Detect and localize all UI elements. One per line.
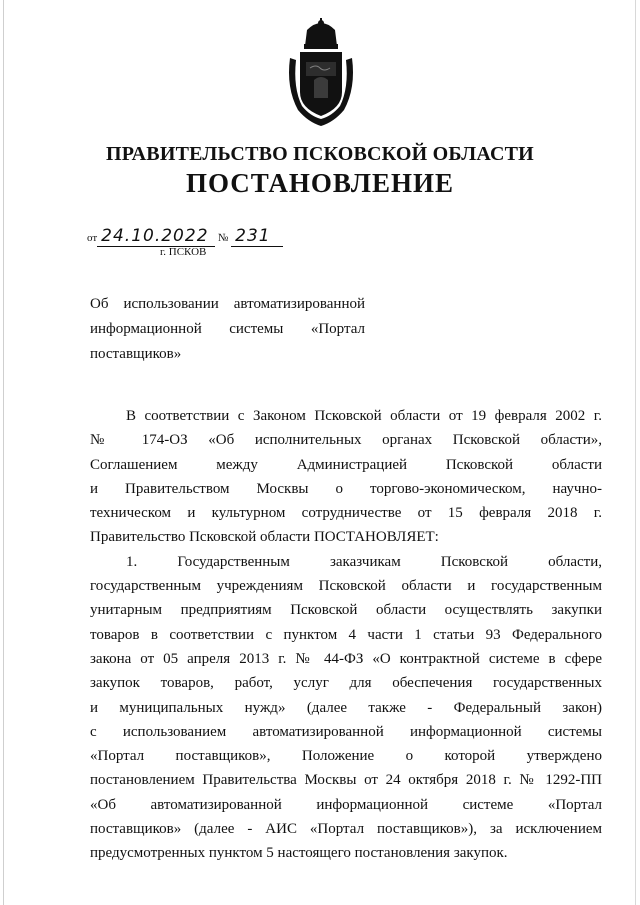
body-line: Соглашением между Администрацией Псковской области (90, 456, 602, 473)
body-line: «Об автоматизированной информационной системе «Портал (90, 796, 602, 813)
city-label: г. ПСКОВ (160, 246, 207, 258)
body-line: закона от 05 апреля 2013 г. № 44-ФЗ «О контрактной системе в сфере (90, 650, 602, 667)
document-body (90, 404, 602, 866)
body-line: поставщиков» (далее - АИС «Портал поставщиков»), за исключением (90, 821, 602, 838)
number-prefix: № (217, 232, 229, 244)
body-line: техническом и культурном сотрудничестве от 15 февраля 2018 г. (90, 505, 602, 522)
body-line: унитарным предприятиям Псковской области осуществлять закупки (90, 602, 602, 619)
body-line: государственным учреждениям Псковской области и государственным (90, 578, 602, 595)
date-prefix: от (87, 232, 98, 244)
body-line: с использованием автоматизированной информационной системы (90, 723, 602, 740)
body-line: и Правительством Москвы о торгово-экономическом, научно- (90, 480, 602, 497)
body-line: товаров в соответствии с пунктом 4 части 1 статьи 93 Федерального (90, 626, 602, 643)
body-line: закупок товаров, работ, услуг для обеспечения государственных (90, 675, 602, 692)
body-line: 1. Государственным заказчикам Псковской области, (126, 553, 602, 570)
pskov-oblast-coat-of-arms-icon (284, 18, 358, 128)
scan-edge-left (3, 0, 4, 905)
subject-line: поставщиков» (90, 346, 182, 362)
body-line: № 174-ОЗ «Об исполнительных органах Псковской области», (90, 432, 602, 449)
organization-title: ПРАВИТЕЛЬСТВО ПСКОВСКОЙ ОБЛАСТИ (106, 143, 534, 165)
scan-edge-right (635, 0, 636, 905)
body-line: Правительство Псковской области ПОСТАНОВЛЯЕТ: (90, 529, 439, 546)
handwritten-date: 24.10.2022 (97, 226, 215, 247)
body-line: В соответствии с Законом Псковской области от 19 февраля 2002 г. (126, 408, 602, 424)
body-line: постановлением Правительства Москвы от 24 октября 2018 г. № 1292-ПП (90, 772, 602, 789)
subject-line: информационной системы «Портал (90, 321, 365, 337)
registration-line (87, 226, 283, 247)
subject-line: Об использовании автоматизированной (90, 296, 365, 312)
document-subject (90, 292, 365, 367)
handwritten-number: 231 (231, 226, 283, 247)
document-type-title: ПОСТАНОВЛЕНИЕ (185, 168, 455, 198)
body-line: «Портал поставщиков», Положение о которой утверждено (90, 748, 602, 765)
body-line: предусмотренных пунктом 5 настоящего постановления закупок. (90, 845, 508, 862)
body-line: и муниципальных нужд» (далее также - Федеральный закон) (90, 699, 602, 716)
